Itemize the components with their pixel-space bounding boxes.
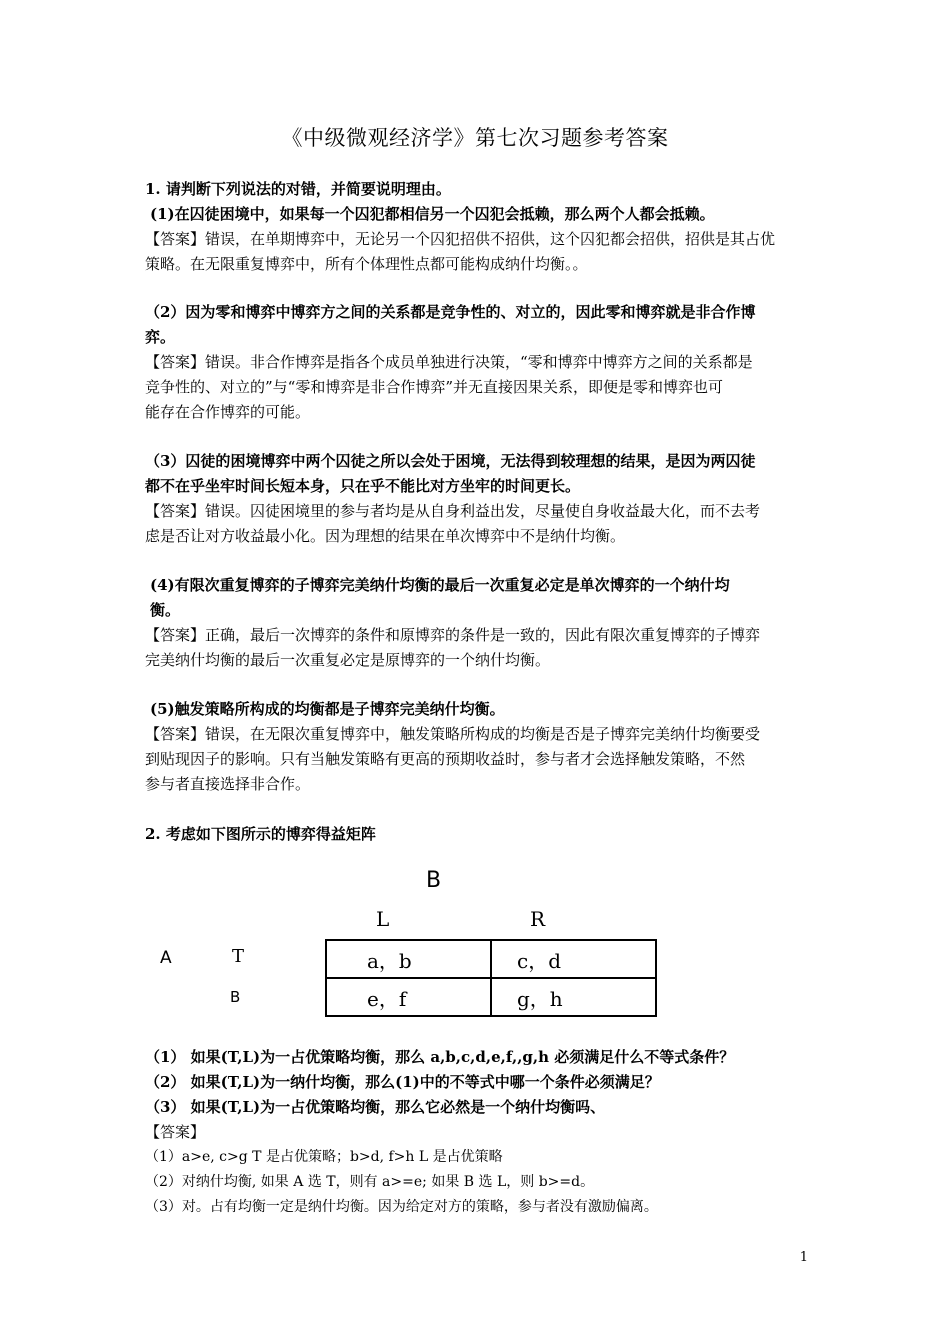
q1-2-answer-line1: 【答案】错误。非合作博弈是指各个成员单独进行决策，“零和博弈中博弈方之间的关系都是: [145, 353, 753, 371]
matrix-player-row: A: [160, 948, 172, 968]
q1-2-answer-line3: 能存在合作博弈的可能。: [145, 403, 311, 421]
q1-2-question-line2: 弈。: [145, 328, 176, 346]
q2-answer-label: 【答案】: [145, 1123, 206, 1141]
q2-answer-1: （1）a>e, c>g T 是占优策略；b>d, f>h L 是占优策略: [145, 1149, 503, 1165]
matrix-row: [326, 978, 656, 1016]
matrix-row-T: T: [232, 946, 245, 967]
page-title: 《中级微观经济学》第七次习题参考答案: [281, 126, 669, 150]
q1-3-question-line2: 都不在乎坐牢时间长短本身，只在乎不能比对方坐牢的时间更长。: [145, 477, 581, 495]
q1-3-question-line1: （3）囚徒的困境博弈中两个囚徒之所以会处于困境，无法得到较理想的结果，是因为两囚徒: [145, 452, 756, 470]
q1-4-answer-line2: 完美纳什均衡的最后一次重复必定是原博弈的一个纳什均衡。: [145, 651, 551, 669]
q2-subq-3: （3） 如果(T,L)为一占优策略均衡，那么它必然是一个纳什均衡吗、: [145, 1098, 606, 1116]
q1-1-question: (1)在囚徒困境中，如果每一个囚犯都相信另一个囚犯会抵赖，那么两个人都会抵赖。: [150, 205, 715, 223]
q1-1-answer-line2: 策略。在无限重复博弈中，所有个体理性点都可能构成纳什均衡。。: [145, 255, 588, 273]
matrix-player-col: B: [426, 868, 442, 893]
q1-2-answer-line2: 竞争性的、对立的”与“零和博弈是非合作博弈”并无直接因果关系，即便是零和博弈也可: [145, 378, 724, 396]
q2-heading: 2. 考虑如下图所示的博弈得益矩阵: [145, 825, 376, 843]
q2-answer-3: （3）对。占有均衡一定是纳什均衡。因为给定对方的策略，参与者没有激励偏离。: [145, 1199, 658, 1215]
q1-4-question-line1: (4)有限次重复博弈的子博弈完美纳什均衡的最后一次重复必定是单次博弈的一个纳什均: [150, 576, 730, 594]
q1-heading: 1. 请判断下列说法的对错，并简要说明理由。: [145, 180, 451, 198]
payoff-matrix: [325, 939, 657, 1017]
matrix-row: [326, 940, 656, 978]
q1-5-answer-line3: 参与者直接选择非合作。: [145, 775, 311, 793]
q1-3-answer-line2: 虑是否让对方收益最小化。因为理想的结果在单次博弈中不是纳什均衡。: [145, 527, 626, 545]
page-number: 1: [799, 1250, 808, 1265]
q1-3-answer-line1: 【答案】错误。囚徒困境里的参与者均是从自身利益出发，尽量使自身收益最大化，而不去考: [145, 502, 761, 520]
q1-4-question-line2: 衡。: [150, 601, 181, 619]
q2-answer-2: （2）对纳什均衡, 如果 A 选 T，则有 a>=e; 如果 B 选 L，则 b>=d。: [145, 1174, 595, 1190]
q1-4-answer-line1: 【答案】正确，最后一次博弈的条件和原博弈的条件是一致的，因此有限次重复博弈的子博弈: [145, 626, 761, 644]
q1-5-answer-line1: 【答案】错误，在无限次重复博弈中，触发策略所构成的均衡是否是子博弈完美纳什均衡要受: [145, 725, 761, 743]
matrix-cell: e，f: [326, 978, 491, 1016]
q1-5-answer-line2: 到贴现因子的影响。只有当触发策略有更高的预期收益时，参与者才会选择触发策略，不然: [145, 750, 746, 768]
matrix-cell: g，h: [491, 978, 656, 1016]
matrix-col-L: L: [376, 907, 390, 931]
matrix-cell: c，d: [491, 940, 656, 978]
q2-subq-2: （2） 如果(T,L)为一纳什均衡，那么(1)中的不等式中哪一个条件必须满足？: [145, 1073, 660, 1091]
matrix-col-R: R: [530, 907, 546, 931]
q1-1-answer-line1: 【答案】错误，在单期博弈中，无论另一个囚犯招供不招供，这个囚犯都会招供，招供是其占优: [145, 230, 776, 248]
q1-2-question-line1: （2）因为零和博弈中博弈方之间的关系都是竞争性的、对立的，因此零和博弈就是非合作博: [145, 303, 756, 321]
matrix-cell: a，b: [326, 940, 491, 978]
matrix-row-B: B: [230, 988, 241, 1006]
q2-subq-1: （1） 如果(T,L)为一占优策略均衡，那么 a,b,c,d,e,f,,g,h 必须满足什么不等式条件？: [145, 1048, 735, 1066]
q1-5-question: (5)触发策略所构成的均衡都是子博弈完美纳什均衡。: [150, 700, 505, 718]
